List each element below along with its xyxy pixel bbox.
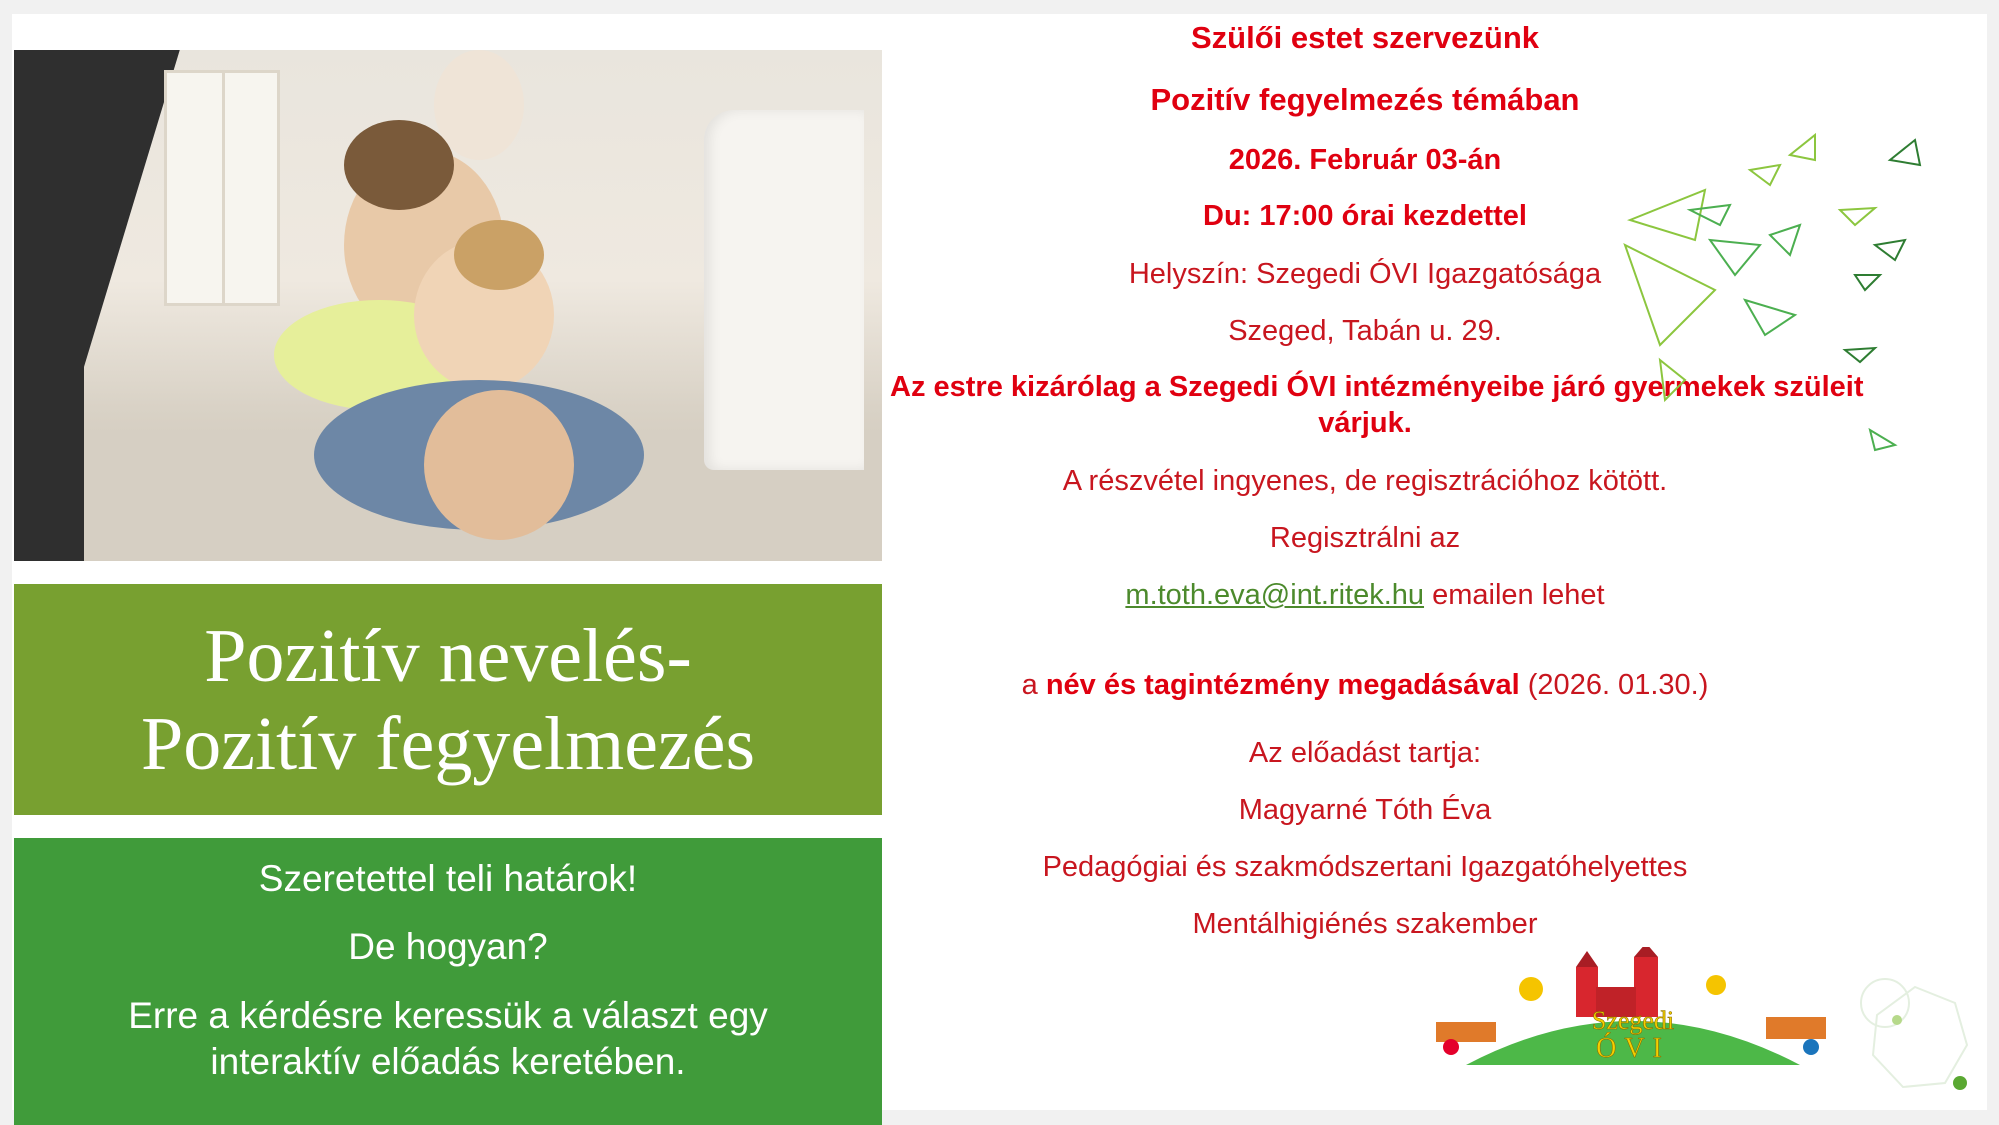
notice-line-2: várjuk. [1318, 407, 1412, 439]
presenter-role: Pedagógiai és szakmódszertani Igazgatóhelyettes [1042, 851, 1688, 883]
corner-circles-decoration [1855, 975, 1975, 1100]
logo-text-2: ÓVI [1596, 1033, 1670, 1064]
title-line-1: Pozitív nevelés- [204, 613, 692, 698]
heading-1: Szülői estet szervezünk [1190, 20, 1539, 55]
notice-line-1: Az estre kizárólag a Szegedi ÓVI intézményeibe járó gyermekek szüleit [890, 371, 1864, 403]
logo-text-1: Szegedi [1591, 1006, 1675, 1035]
email-line [890, 579, 1840, 612]
email-link[interactable]: m.toth.eva@int.ritek.hu [1125, 579, 1425, 611]
event-time: Du: 17:00 órai kezdettel [1203, 200, 1527, 232]
event-date: 2026. Február 03-án [1228, 144, 1502, 176]
register-text: Regisztrálni az [1269, 522, 1461, 554]
free-participation: A részvétel ingyenes, de regisztrációhoz kötött. [1062, 465, 1668, 497]
subtitle-line-1: Szeretettel teli határok! [258, 858, 638, 899]
szegedi-ovi-logo [1426, 947, 1840, 1067]
subtitle-line-3a: Erre a kérdésre keressük a választ egy [128, 995, 768, 1036]
subtitle-line-2: De hogyan? [348, 926, 548, 967]
event-venue: Helyszín: Szegedi ÓVI Igazgatósága [1128, 258, 1602, 290]
reg-bold: név és tagintézmény megadásával [1045, 669, 1520, 701]
heading-2: Pozitív fegyelmezés témában [1150, 82, 1580, 117]
subtitle-line-3b: interaktív előadás keretében. [210, 1041, 686, 1082]
reg-prefix: a [1021, 669, 1046, 701]
email-suffix: emailen lehet [1424, 579, 1605, 611]
subtitle-line-3 [14, 993, 882, 1085]
title-box [14, 584, 882, 815]
subtitle-box [14, 838, 882, 1125]
title-line-2: Pozitív fegyelmezés [140, 701, 756, 786]
triangles-decoration [1600, 110, 1940, 470]
presenter-role-2: Mentálhigiénés szakember [1192, 908, 1538, 940]
registration-details [890, 669, 1840, 702]
presenter-label: Az előadást tartja: [1248, 737, 1482, 769]
reg-date: (2026. 01.30.) [1519, 669, 1709, 701]
family-photo [14, 50, 882, 561]
presenter-name: Magyarné Tóth Éva [1238, 794, 1492, 826]
event-address: Szeged, Tabán u. 29. [1228, 315, 1502, 347]
